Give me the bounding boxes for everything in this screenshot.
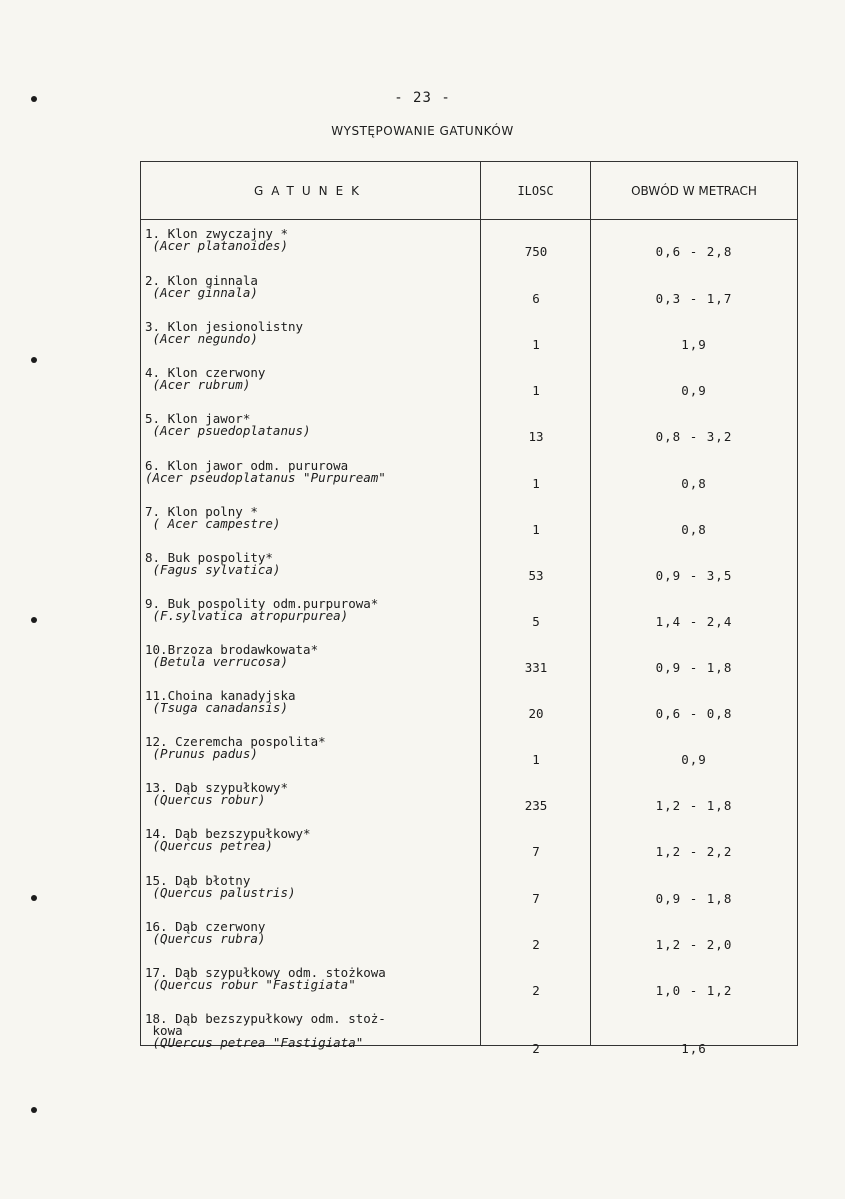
species-cell <box>145 875 477 899</box>
species-cell <box>145 321 477 345</box>
count-cell: 1 <box>532 337 540 352</box>
table-row <box>141 967 797 1013</box>
count-cell: 6 <box>532 291 540 306</box>
species-latin-name: (Acer rubrum) <box>145 377 251 392</box>
species-cell <box>145 967 477 991</box>
species-common-name: 4. Klon czerwony <box>145 365 266 380</box>
punch-hole <box>31 895 37 901</box>
table-row <box>141 275 797 321</box>
species-cell <box>145 1013 477 1049</box>
species-common-name: 17. Dąb szypułkowy odm. stożkowa <box>145 965 386 980</box>
species-cell <box>145 736 477 760</box>
count-cell: 20 <box>528 706 544 721</box>
header-girth: OBWÓD W METRACH <box>631 183 757 198</box>
girth-cell: 0,8 - 3,2 <box>655 429 733 444</box>
girth-cell: 0,6 - 2,8 <box>655 244 733 259</box>
species-cell <box>145 506 477 530</box>
table-row <box>141 228 797 274</box>
girth-cell: 0,9 - 1,8 <box>655 891 733 906</box>
count-cell: 1 <box>532 383 540 398</box>
table-header <box>141 162 797 220</box>
species-common-name: 14. Dąb bezszypułkowy* <box>145 826 311 841</box>
table-row <box>141 598 797 644</box>
girth-cell: 1,0 - 1,2 <box>655 983 733 998</box>
species-cell <box>145 644 477 668</box>
species-cell <box>145 460 477 484</box>
count-cell: 5 <box>532 614 540 629</box>
species-latin-name: (Betula verrucosa) <box>145 654 288 669</box>
species-latin-name: (Acer psuedoplatanus) <box>145 423 311 438</box>
species-cell <box>145 690 477 714</box>
table-row <box>141 644 797 690</box>
table-row <box>141 921 797 967</box>
table-row <box>141 460 797 506</box>
species-cell <box>145 782 477 806</box>
count-cell: 2 <box>532 983 540 998</box>
species-common-name: 8. Buk pospolity* <box>145 550 273 565</box>
species-latin-name: (F.sylvatica atropurpurea) <box>145 608 349 623</box>
count-cell: 1 <box>532 522 540 537</box>
table-row <box>141 1013 797 1059</box>
girth-cell: 0,6 - 0,8 <box>655 706 733 721</box>
girth-cell: 0,9 <box>681 383 707 398</box>
species-common-name: 12. Czeremcha pospolita* <box>145 734 326 749</box>
species-cell <box>145 828 477 852</box>
count-cell: 750 <box>524 244 548 259</box>
girth-cell: 0,9 <box>681 752 707 767</box>
species-common-name: 7. Klon polny * <box>145 504 258 519</box>
count-cell: 331 <box>524 660 548 675</box>
species-common-name: 13. Dąb szypułkowy* <box>145 780 288 795</box>
header-species: GATUNEK <box>141 162 481 219</box>
species-common-name: 16. Dąb czerwony <box>145 919 266 934</box>
species-common-name: 9. Buk pospolity odm.purpurowa* <box>145 596 379 611</box>
girth-cell: 1,2 - 1,8 <box>655 798 733 813</box>
species-common-name: 5. Klon jawor* <box>145 411 251 426</box>
count-cell: 235 <box>524 798 548 813</box>
species-cell <box>145 921 477 945</box>
species-latin-name: (Acer platanoides) <box>145 238 288 253</box>
girth-cell: 0,3 - 1,7 <box>655 291 733 306</box>
count-cell: 2 <box>532 1041 540 1056</box>
species-latin-name: (Fagus sylvatica) <box>145 562 281 577</box>
table-row <box>141 413 797 459</box>
count-cell: 13 <box>528 429 544 444</box>
species-latin-name: (Quercus robur) <box>145 792 266 807</box>
table-row <box>141 875 797 921</box>
girth-cell: 1,4 - 2,4 <box>655 614 733 629</box>
species-latin-name: (Acer pseudoplatanus "Purpuream" <box>145 470 386 485</box>
punch-hole <box>31 357 37 363</box>
girth-cell: 1,2 - 2,2 <box>655 844 733 859</box>
species-latin-name: (Quercus rubra) <box>145 931 266 946</box>
count-cell: 7 <box>532 844 540 859</box>
table-row <box>141 736 797 782</box>
girth-cell: 0,8 <box>681 476 707 491</box>
species-cell <box>145 275 477 299</box>
table-row <box>141 367 797 413</box>
species-table <box>140 161 798 1056</box>
punch-hole <box>31 617 37 623</box>
species-cell <box>145 598 477 622</box>
table-row <box>141 321 797 367</box>
table-row <box>141 506 797 552</box>
table-row <box>141 690 797 736</box>
species-common-name: 15. Dąb błotny <box>145 873 251 888</box>
table-row <box>141 782 797 828</box>
species-latin-name: kowa <box>145 1023 183 1038</box>
count-cell: 2 <box>532 937 540 952</box>
species-cell <box>145 228 477 252</box>
girth-cell: 1,6 <box>681 1041 707 1056</box>
species-latin-name: ( Acer campestre) <box>145 516 281 531</box>
count-cell: 53 <box>528 568 544 583</box>
table-body <box>141 220 797 1056</box>
table-row <box>141 828 797 874</box>
count-cell: 1 <box>532 476 540 491</box>
girth-cell: 1,2 - 2,0 <box>655 937 733 952</box>
girth-cell: 1,9 <box>681 337 707 352</box>
count-cell: 7 <box>532 891 540 906</box>
species-common-name: 6. Klon jawor odm. pururowa <box>145 458 349 473</box>
header-count: ILOSC <box>481 162 591 219</box>
species-latin-name: (Prunus padus) <box>145 746 258 761</box>
species-cell <box>145 552 477 576</box>
species-latin-name: (Quercus robur "Fastigiata" <box>145 977 356 992</box>
species-common-name: 11.Choina kanadyjska <box>145 688 296 703</box>
species-latin-name: (Quercus petrea) <box>145 838 273 853</box>
page-number: - 23 - <box>394 90 451 106</box>
count-cell: 1 <box>532 752 540 767</box>
punch-hole <box>31 1107 37 1113</box>
species-common-name: 18. Dąb bezszypułkowy odm. stoż- <box>145 1011 386 1026</box>
species-latin-name: (QUercus petrea "Fastigiata" <box>145 1035 364 1050</box>
species-common-name: 1. Klon zwyczajny * <box>145 226 288 241</box>
girth-cell: 0,9 - 1,8 <box>655 660 733 675</box>
table-row <box>141 552 797 598</box>
species-latin-name: (Acer negundo) <box>145 331 258 346</box>
species-latin-name: (Tsuga canadansis) <box>145 700 288 715</box>
page-heading: WYSTĘPOWANIE GATUNKÓW <box>331 124 514 138</box>
girth-cell: 0,9 - 3,5 <box>655 568 733 583</box>
species-cell <box>145 413 477 437</box>
species-latin-name: (Quercus palustris) <box>145 885 296 900</box>
species-latin-name: (Acer ginnala) <box>145 285 258 300</box>
species-common-name: 3. Klon jesionolistny <box>145 319 304 334</box>
species-common-name: 2. Klon ginnala <box>145 273 258 288</box>
species-common-name: 10.Brzoza brodawkowata* <box>145 642 319 657</box>
species-cell <box>145 367 477 391</box>
girth-cell: 0,8 <box>681 522 707 537</box>
